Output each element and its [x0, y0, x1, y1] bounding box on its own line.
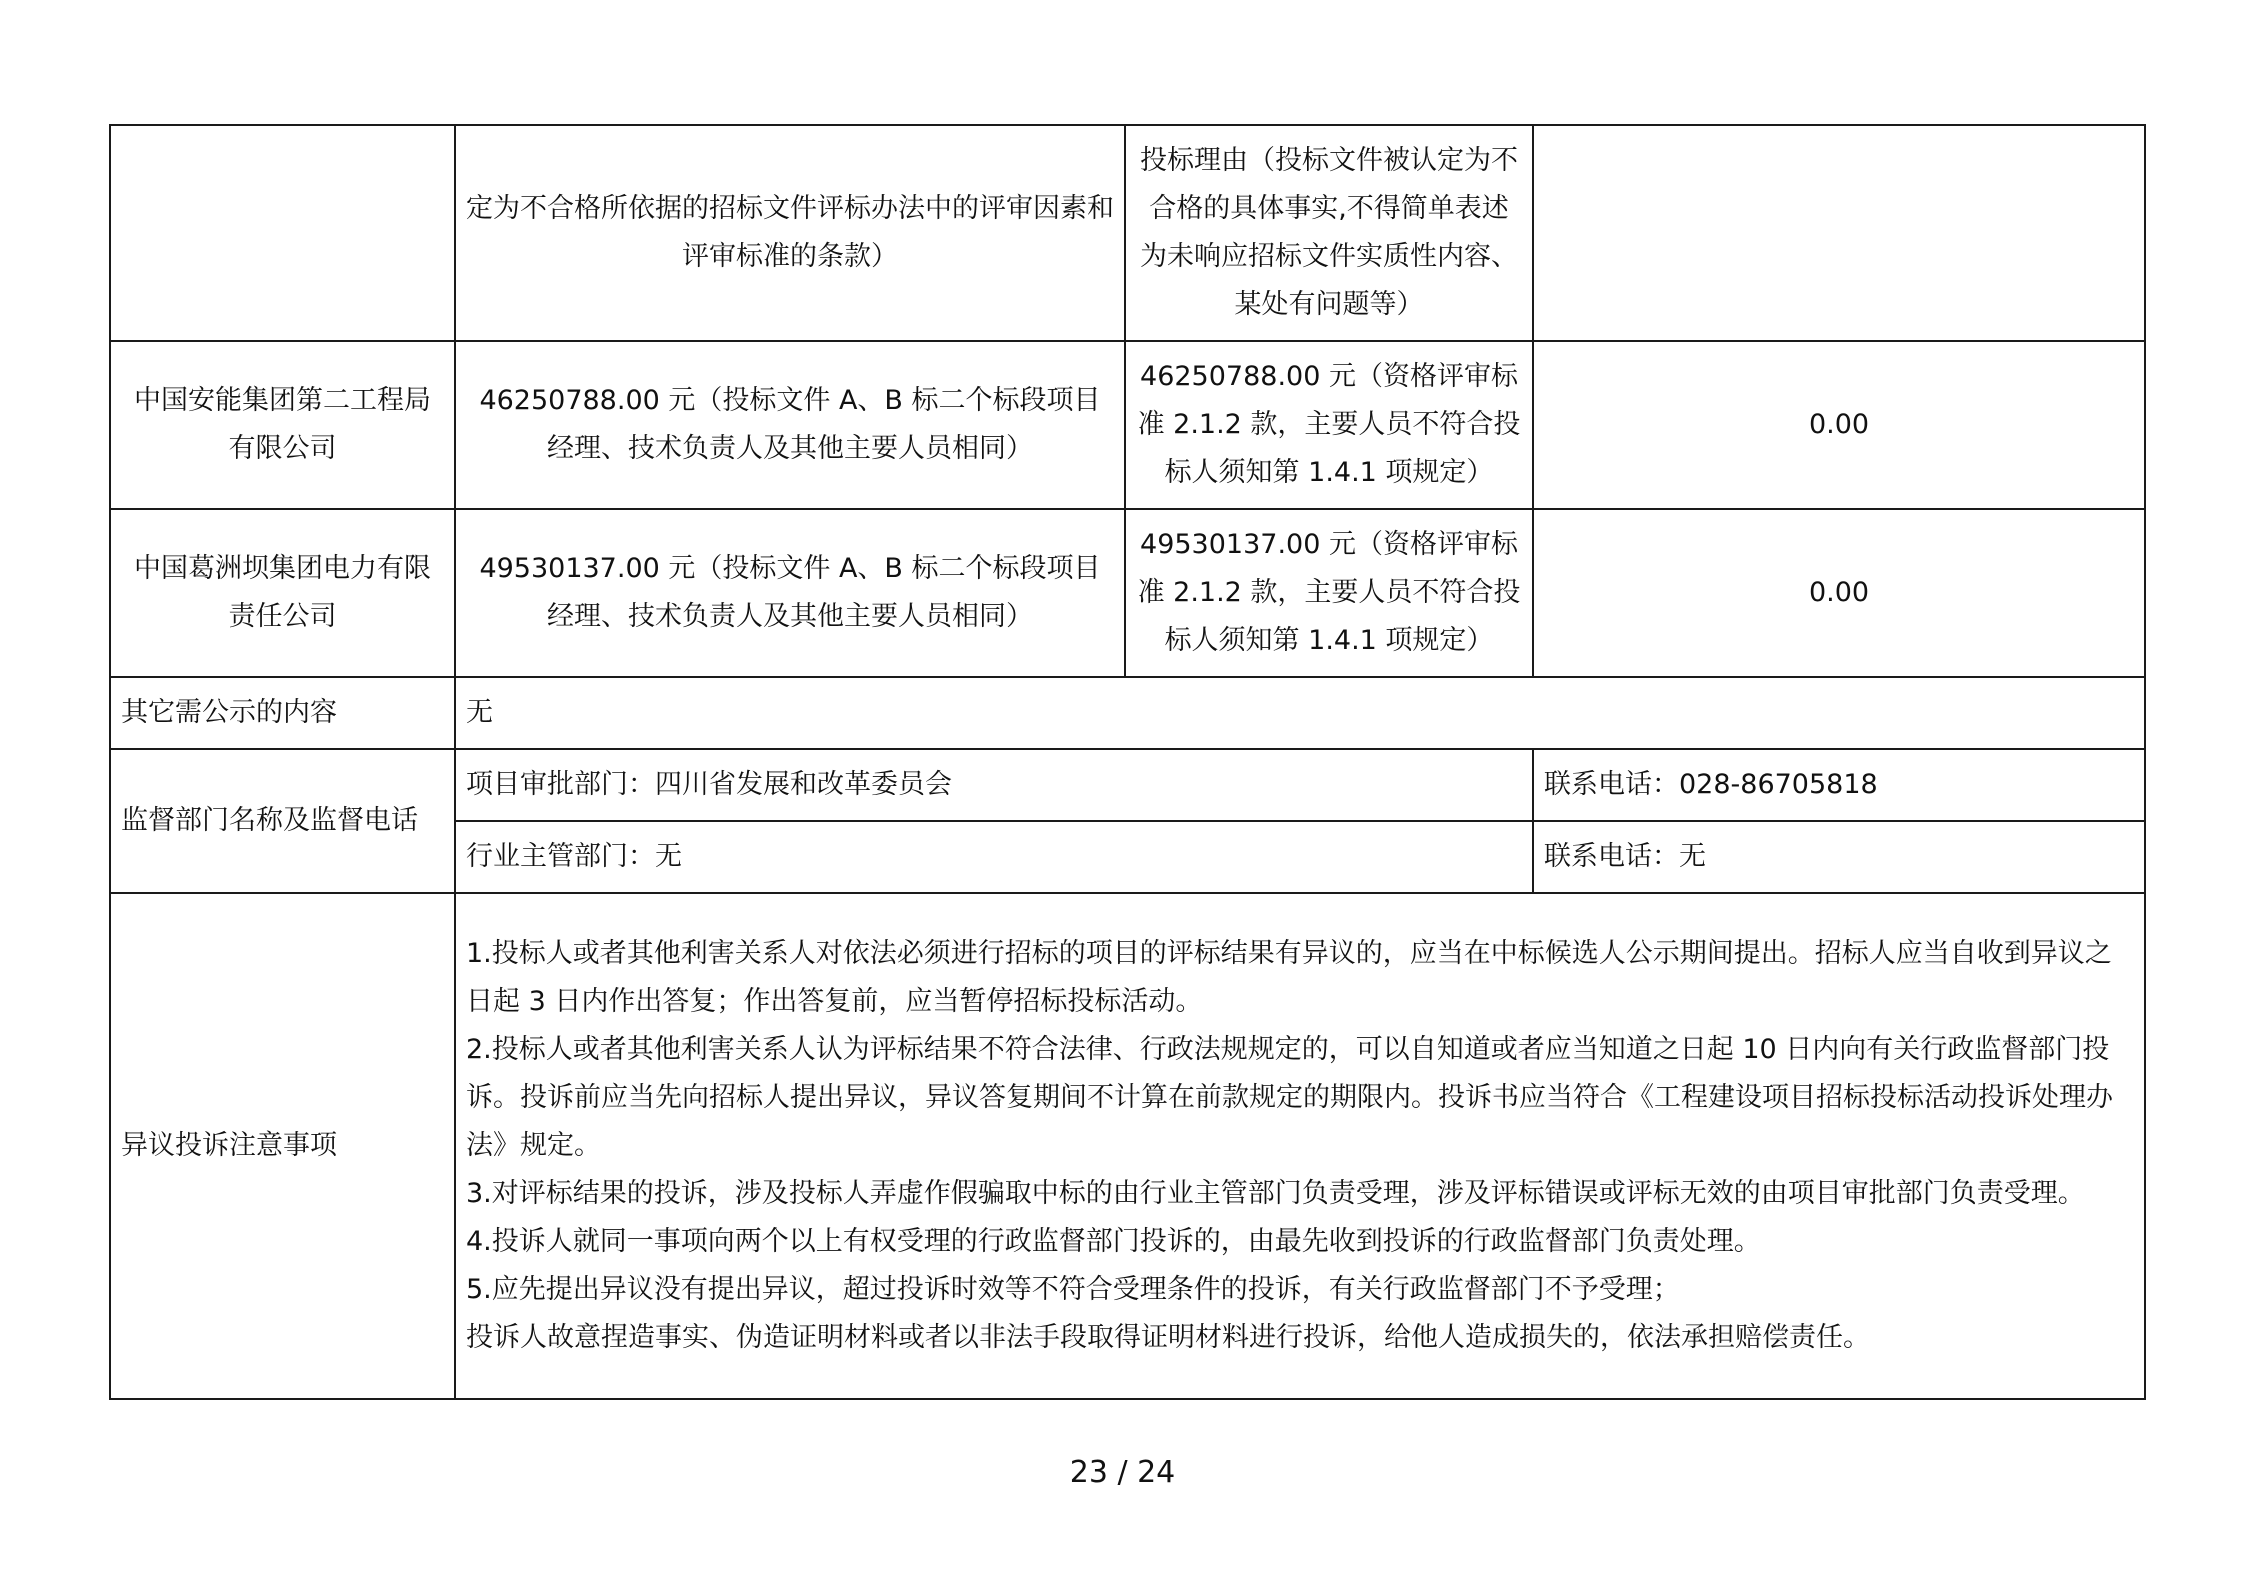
objection-note: 1.投标人或者其他利害关系人对依法必须进行招标的项目的评标结果有异议的，应当在中标候选人公示期间提出。招标人应当自收到异议之日起 3 日内作出答复；作出答复前，应当暂停招标投标活动。	[466, 938, 2112, 1017]
approval-phone: 联系电话：028-86705818	[1533, 749, 2145, 821]
score-value: 0.00	[1533, 341, 2145, 509]
industry-department: 行业主管部门：无	[455, 821, 1533, 893]
supervision-label: 监督部门名称及监督电话	[110, 749, 455, 893]
objection-note: 4.投诉人就同一事项向两个以上有权受理的行政监督部门投诉的，由最先收到投诉的行政监督部门负责处理。	[466, 1226, 1761, 1257]
disqualification-reason: 46250788.00 元（资格评审标准 2.1.2 款，主要人员不符合投标人须知第 1.4.1 项规定）	[1125, 341, 1533, 509]
disqualification-reason: 49530137.00 元（资格评审标准 2.1.2 款，主要人员不符合投标人须知第 1.4.1 项规定）	[1125, 509, 1533, 677]
approval-department: 项目审批部门：四川省发展和改革委员会	[455, 749, 1533, 821]
other-content-label: 其它需公示的内容	[110, 677, 455, 749]
objection-row	[110, 893, 2145, 1399]
supervision-row-approval	[110, 749, 2145, 821]
industry-phone: 联系电话：无	[1533, 821, 2145, 893]
score-value: 0.00	[1533, 509, 2145, 677]
objection-notes	[455, 893, 2145, 1399]
objection-note: 3.对评标结果的投诉，涉及投标人弄虚作假骗取中标的由行业主管部门负责受理，涉及评标错误或评标无效的由项目审批部门负责受理。	[466, 1178, 2085, 1209]
company-name: 中国葛洲坝集团电力有限责任公司	[110, 509, 455, 677]
page-number: 23 / 24	[1069, 1455, 1176, 1490]
company-name: 中国安能集团第二工程局有限公司	[110, 341, 455, 509]
table-row	[110, 341, 2145, 509]
results-table	[109, 124, 2146, 1400]
header-criteria-clause: 定为不合格所依据的招标文件评标办法中的评审因素和评审标准的条款）	[455, 125, 1125, 341]
table-header-row	[110, 125, 2145, 341]
other-content-row	[110, 677, 2145, 749]
bid-price-note: 49530137.00 元（投标文件 A、B 标二个标段项目经理、技术负责人及其他主要人员相同）	[455, 509, 1125, 677]
header-cell-empty	[110, 125, 455, 341]
bid-price-note: 46250788.00 元（投标文件 A、B 标二个标段项目经理、技术负责人及其他主要人员相同）	[455, 341, 1125, 509]
header-cell-empty-2	[1533, 125, 2145, 341]
header-disqualification-reason: 投标理由（投标文件被认定为不合格的具体事实,不得简单表述为未响应招标文件实质性内容、某处有问题等）	[1125, 125, 1533, 341]
objection-note: 5.应先提出异议没有提出异议，超过投诉时效等不符合受理条件的投诉，有关行政监督部门不予受理；	[466, 1274, 1680, 1305]
objection-note: 2.投标人或者其他利害关系人认为评标结果不符合法律、行政法规规定的，可以自知道或者应当知道之日起 10 日内向有关行政监督部门投诉。投诉前应当先向招标人提出异议，异议答复期间不计算在前款规定的期限内。投诉书应当符合《工程建设项目招标投标活动投诉处理办法》规定。	[466, 1034, 2113, 1161]
other-content-value: 无	[455, 677, 2145, 749]
objection-label: 异议投诉注意事项	[110, 893, 455, 1399]
objection-note: 投诉人故意捏造事实、伪造证明材料或者以非法手段取得证明材料进行投诉，给他人造成损失的，依法承担赔偿责任。	[466, 1322, 1870, 1353]
table-row	[110, 509, 2145, 677]
